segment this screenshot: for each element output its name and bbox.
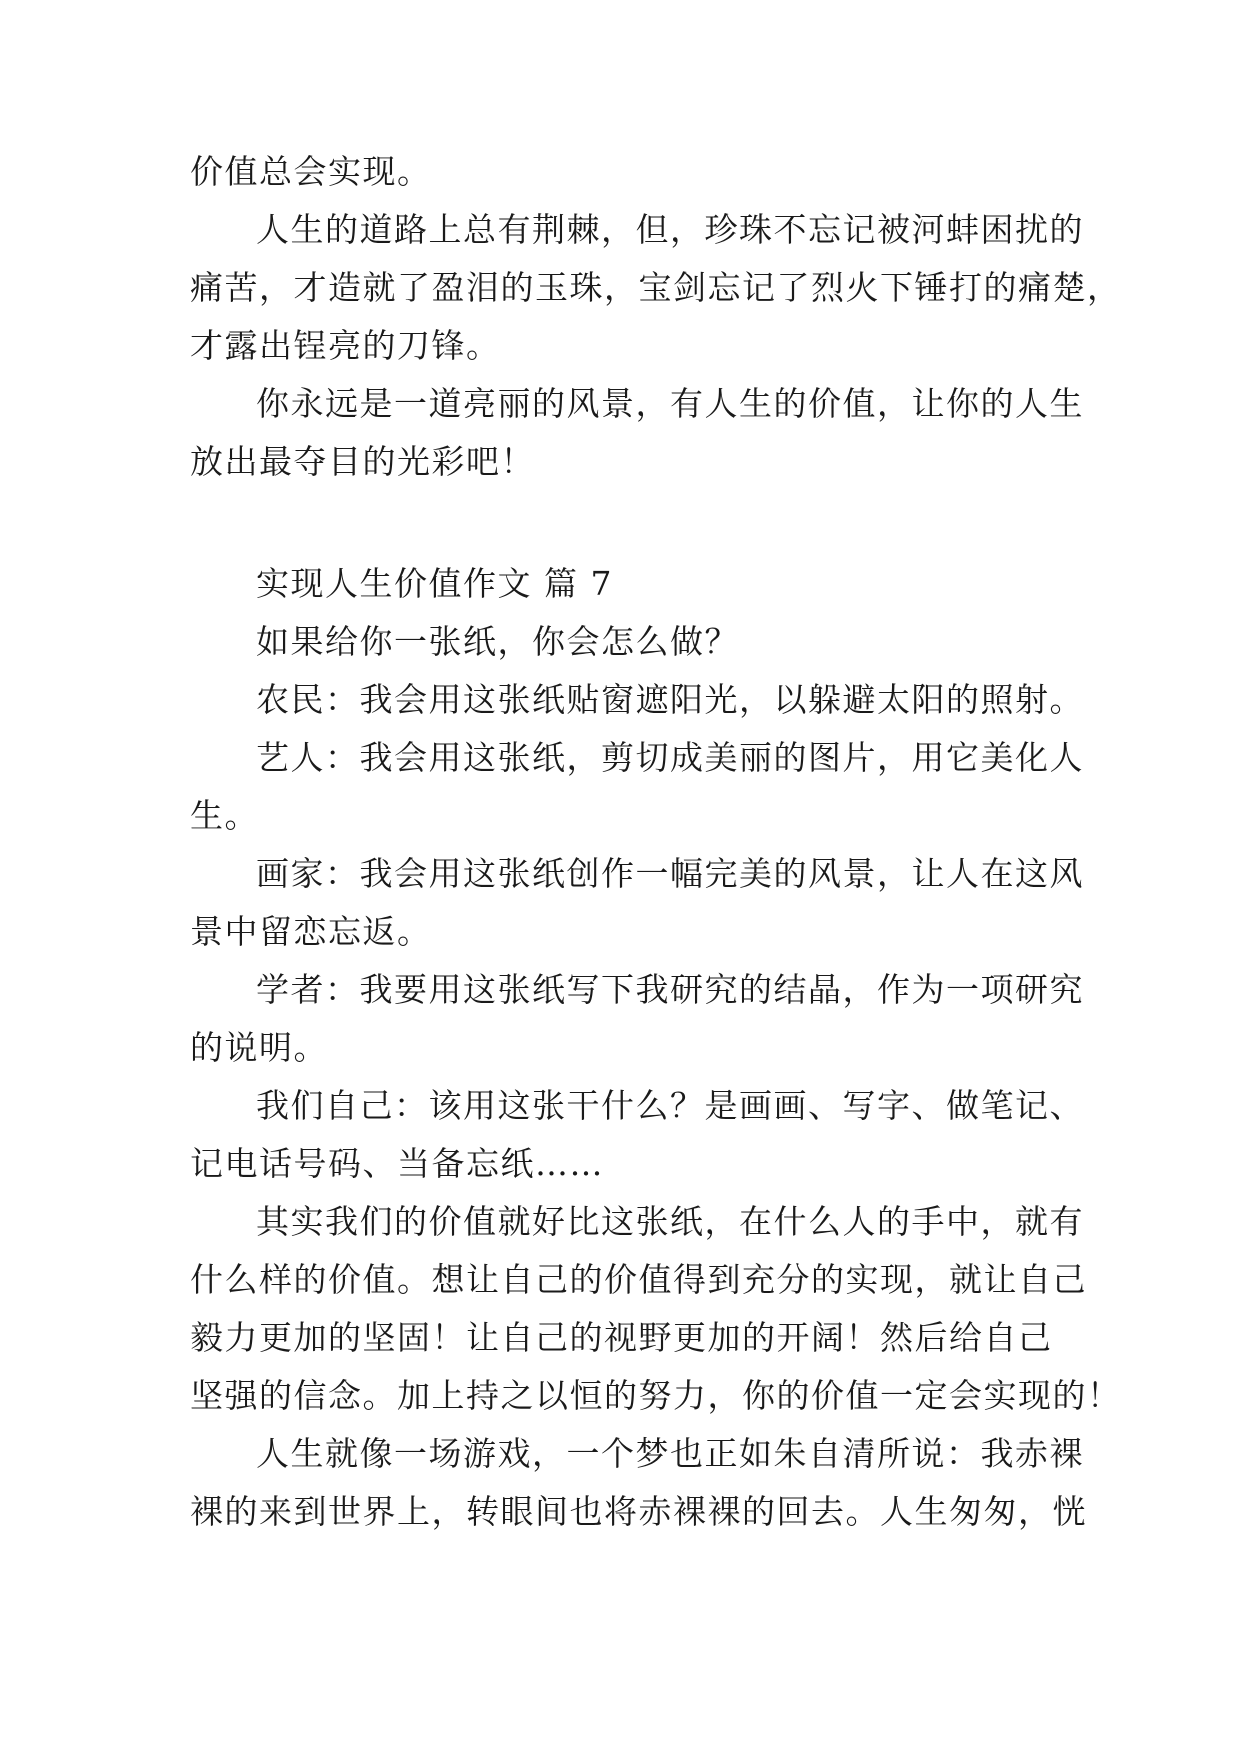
paragraph-line: 坚强的信念。加上持之以恒的努力，你的价值一定会实现的！ bbox=[190, 1376, 1122, 1415]
paragraph-line: 人生就像一场游戏，一个梦也正如朱自清所说：我赤裸 bbox=[256, 1434, 1084, 1473]
paragraph-line: 裸的来到世界上，转眼间也将赤裸裸的回去。人生匆匆，恍 bbox=[190, 1492, 1087, 1531]
paragraph-line: 学者：我要用这张纸写下我研究的结晶，作为一项研究 bbox=[256, 970, 1084, 1009]
paragraph-line: 我们自己：该用这张干什么？是画画、写字、做笔记、 bbox=[256, 1086, 1084, 1125]
section-heading: 实现人生价值作文 篇 7 bbox=[256, 564, 613, 603]
paragraph-line: 的说明。 bbox=[190, 1028, 328, 1067]
paragraph-line: 如果给你一张纸，你会怎么做？ bbox=[256, 622, 739, 661]
paragraph-line: 你永远是一道亮丽的风景，有人生的价值，让你的人生 bbox=[256, 384, 1084, 423]
paragraph-line: 什么样的价值。想让自己的价值得到充分的实现，就让自己 bbox=[190, 1260, 1087, 1299]
paragraph-line: 才露出锃亮的刀锋。 bbox=[190, 326, 501, 365]
paragraph-line: 人生的道路上总有荆棘，但，珍珠不忘记被河蚌困扰的 bbox=[256, 210, 1084, 249]
paragraph-line: 农民：我会用这张纸贴窗遮阳光，以躲避太阳的照射。 bbox=[256, 680, 1084, 719]
paragraph-line: 放出最夺目的光彩吧！ bbox=[190, 442, 535, 481]
paragraph-line: 画家：我会用这张纸创作一幅完美的风景，让人在这风 bbox=[256, 854, 1084, 893]
paragraph-line: 艺人：我会用这张纸，剪切成美丽的图片，用它美化人 bbox=[256, 738, 1084, 777]
paragraph-line: 生。 bbox=[190, 796, 259, 835]
paragraph-line: 景中留恋忘返。 bbox=[190, 912, 432, 951]
paragraph-line: 价值总会实现。 bbox=[190, 152, 432, 191]
paragraph-line: 其实我们的价值就好比这张纸，在什么人的手中，就有 bbox=[256, 1202, 1084, 1241]
document-page bbox=[190, 152, 1122, 1652]
paragraph-line: 痛苦，才造就了盈泪的玉珠，宝剑忘记了烈火下锤打的痛楚， bbox=[190, 268, 1122, 307]
paragraph-line: 记电话号码、当备忘纸…… bbox=[190, 1144, 604, 1183]
paragraph-line: 毅力更加的坚固！让自己的视野更加的开阔！然后给自己 bbox=[190, 1318, 1053, 1357]
